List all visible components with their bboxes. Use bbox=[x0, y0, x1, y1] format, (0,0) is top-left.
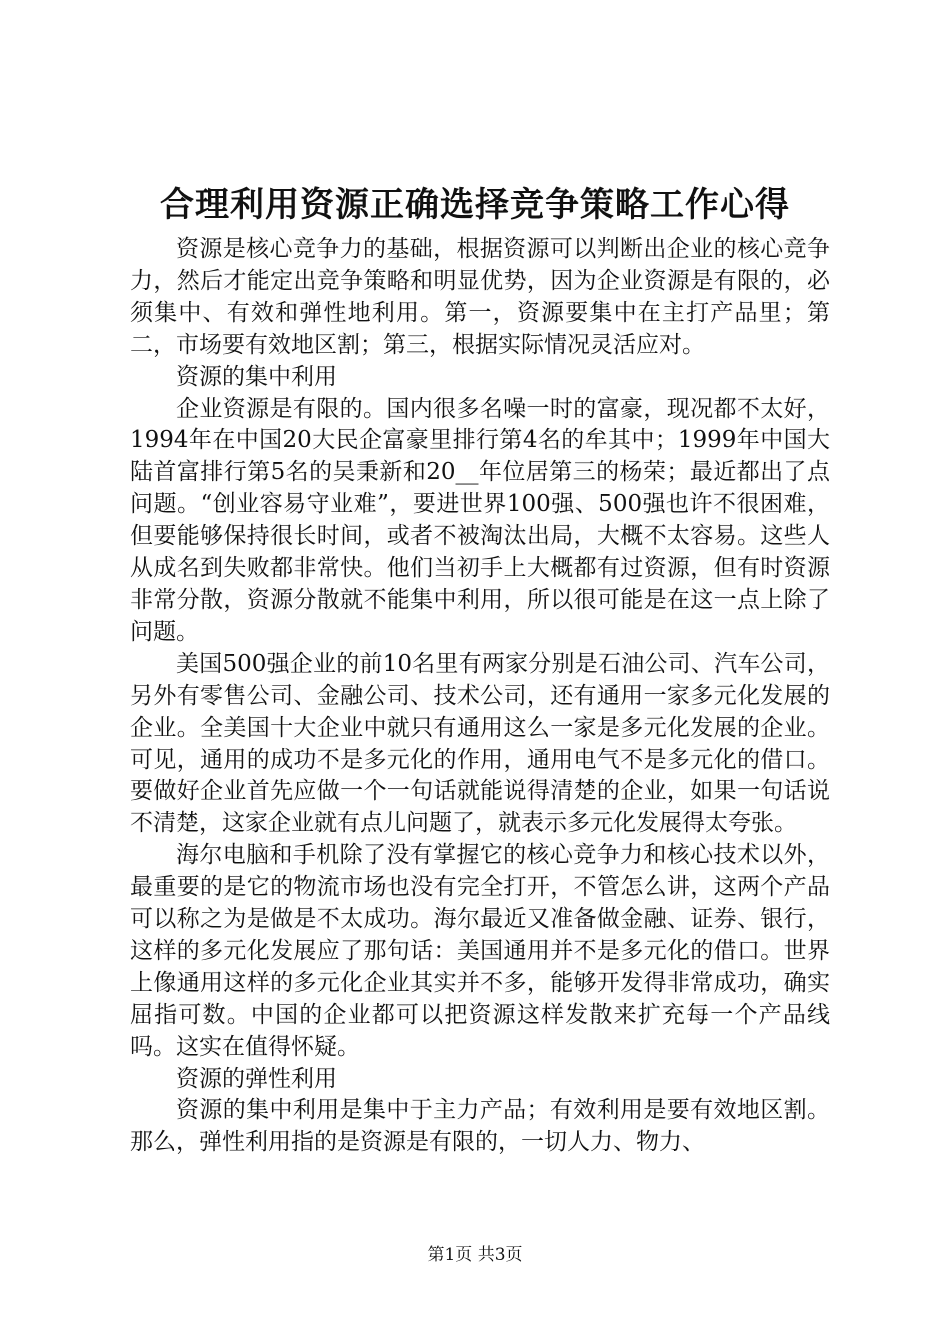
document-title: 合理利用资源正确选择竞争策略工作心得 bbox=[160, 185, 790, 225]
paragraph-haier: 海尔电脑和手机除了没有掌握它的核心竞争力和核心技术以外，最重要的是它的物流市场也没有完全打开，不管怎么讲，这两个产品可以称之为是做是不太成功。海尔最近又准备做金融、证券、银行，这样的多元化发展应了那句话：美国通用并不是多元化的借口。世界上像通用这样的多元化企业其实并不多，能够开发得非常成功，确实屈指可数。中国的企业都可以把资源这样发散来扩充每一个产品线吗。这实在值得怀疑。 bbox=[130, 842, 830, 1060]
paragraph-limited-resources: 企业资源是有限的。国内很多名噪一时的富豪，现况都不太好，1994年在中国20大民企富豪里排行第4名的牟其中；1999年中国大陆首富排行第5名的吴秉新和20__年位居第三的杨荣；最近都出了点问题。“创业容易守业难”，要进世界100强、500强也许不很困难，但要能够保持很长时间，或者不被淘汰出局，大概不太容易。这些人从成名到失败都非常快。他们当初手上大概都有过资源，但有时资源非常分散，资源分散就不能集中利用，所以很可能是在这一点上除了问题。 bbox=[130, 395, 830, 645]
page-number-footer: 第1页 共3页 bbox=[427, 1245, 523, 1265]
paragraph-intro: 资源是核心竞争力的基础，根据资源可以判断出企业的核心竞争力，然后才能定出竞争策略和明显优势，因为企业资源是有限的，必须集中、有效和弹性地利用。第一，资源要集中在主打产品里；第二，市场要有效地区割；第三，根据实际情况灵活应对。 bbox=[130, 236, 830, 358]
paragraph-us-500: 美国500强企业的前10名里有两家分别是石油公司、汽车公司，另外有零售公司、金融公司、技术公司，还有通用一家多元化发展的企业。全美国十大企业中就只有通用这么一家是多元化发展的企业。可见，通用的成功不是多元化的作用，通用电气不是多元化的借口。要做好企业首先应做一个一句话就能说得清楚的企业，如果一句话说不清楚，这家企业就有点儿问题了，就表示多元化发展得太夸张。 bbox=[130, 650, 830, 837]
document-body bbox=[130, 234, 830, 1159]
section-heading-flexible-use: 资源的弹性利用 bbox=[176, 1065, 337, 1092]
section-heading-concentrated-use: 资源的集中利用 bbox=[176, 363, 337, 390]
paragraph-flexible-use: 资源的集中利用是集中于主力产品；有效利用是要有效地区割。那么，弹性利用指的是资源是有限的，一切人力、物力、 bbox=[130, 1097, 830, 1156]
